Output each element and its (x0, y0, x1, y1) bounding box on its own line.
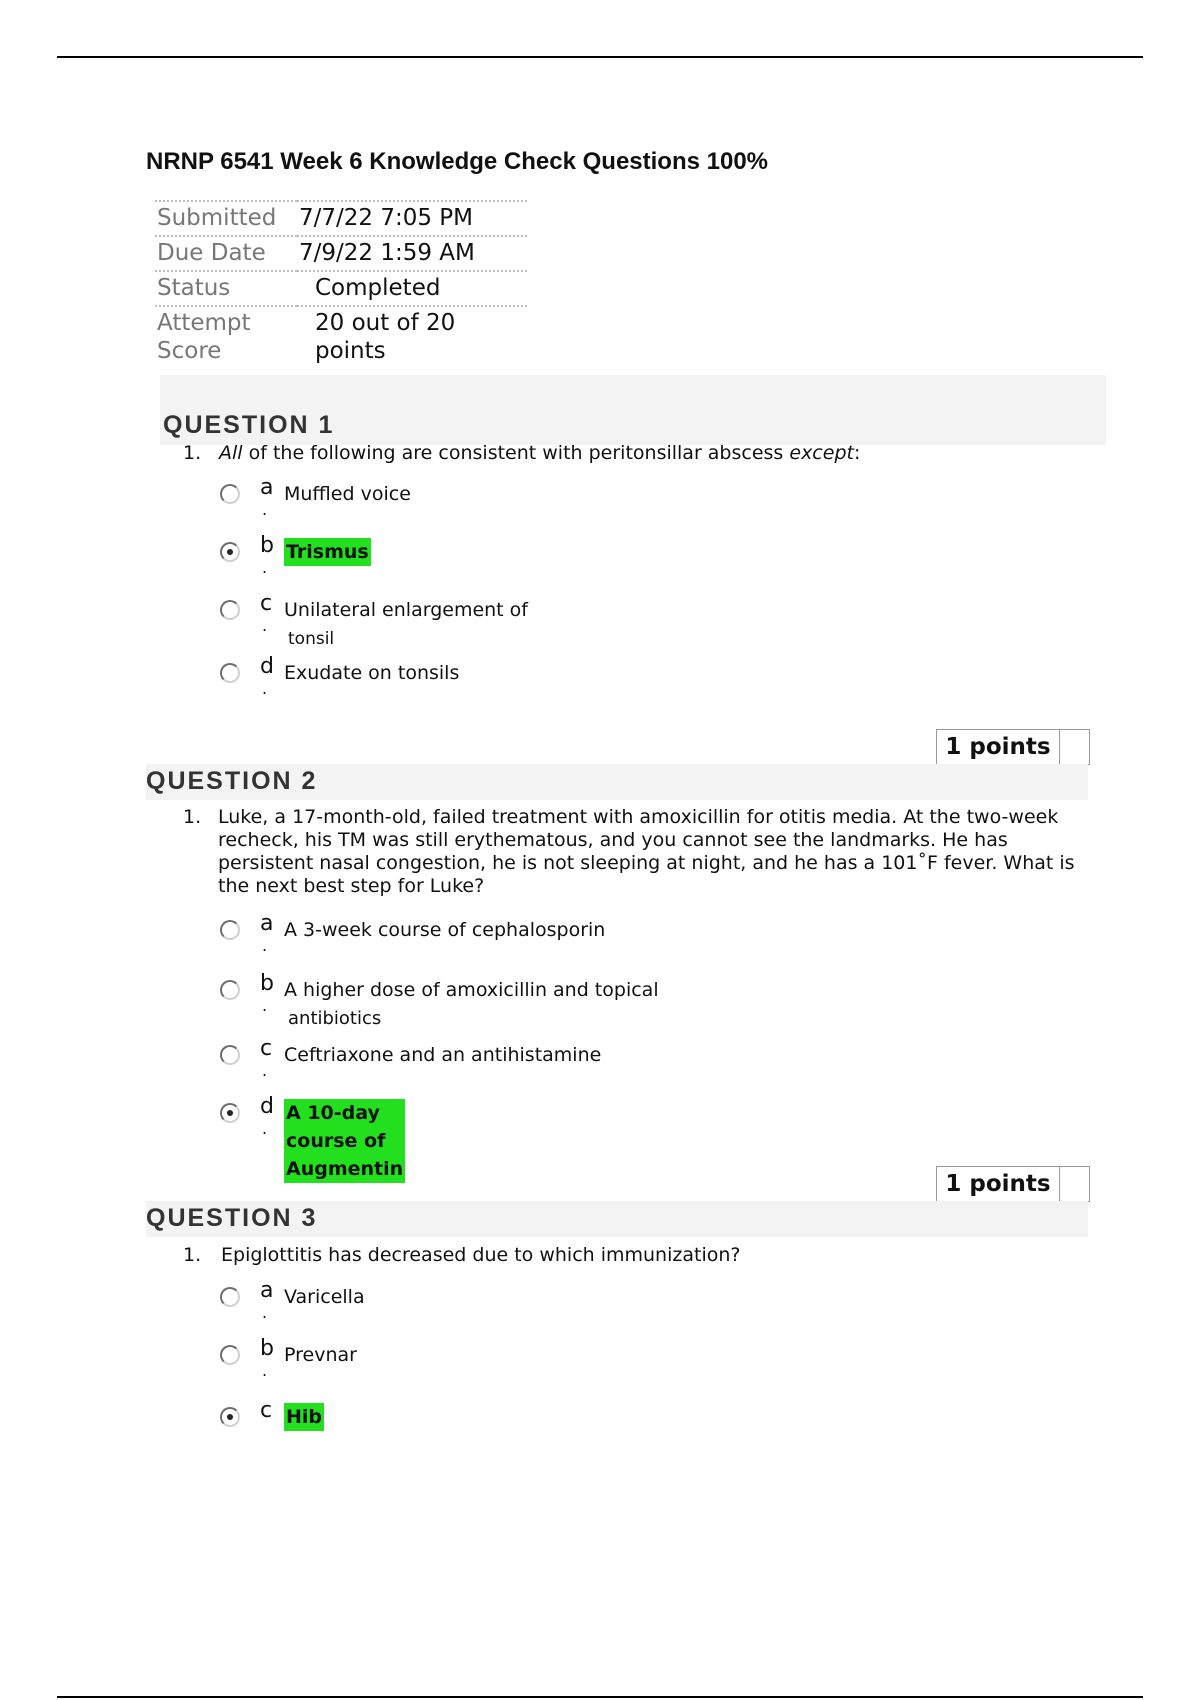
option-text (284, 596, 714, 653)
option-text-line2: antibiotics (288, 1008, 382, 1029)
option-text: Muffled voice (284, 483, 411, 505)
option-letter: c (260, 591, 273, 616)
option-dot: . (262, 500, 268, 519)
option-letter: c (260, 1398, 273, 1423)
option-text-correct-answer: Hib (284, 1403, 324, 1431)
option-text (284, 976, 714, 1033)
option-dot: . (262, 679, 268, 698)
option-text-line1: A higher dose of amoxicillin and topical (284, 979, 659, 1001)
question-1-body-text: of the following are consistent with peritonsillar abscess (242, 442, 790, 464)
option-text: Prevnar (284, 1344, 357, 1366)
radio-button-icon[interactable] (220, 663, 240, 683)
top-rule (57, 56, 1143, 58)
attempt-score-value-line2: points (315, 338, 386, 364)
attempt-score-value (297, 306, 527, 368)
radio-button-icon[interactable] (220, 1045, 240, 1065)
question-1-heading: QUESTION 1 (163, 411, 335, 439)
option-text-correct-answer: Trismus (284, 538, 371, 566)
option-letter: b (260, 971, 274, 996)
option-dot: . (262, 558, 268, 577)
question-2-points-box (936, 1166, 1090, 1202)
question-2-text (183, 806, 1083, 898)
radio-button-icon[interactable] (220, 980, 240, 1000)
attempt-score-value-line1: 20 out of 20 (315, 310, 456, 336)
option-letter: a (260, 911, 274, 936)
option-text: Varicella (284, 1286, 365, 1308)
option-dot: . (262, 1061, 268, 1080)
radio-button-icon[interactable] (220, 484, 240, 504)
option-dot: . (262, 1303, 268, 1322)
radio-button-icon[interactable] (220, 600, 240, 620)
radio-button-icon[interactable] (220, 1287, 240, 1307)
question-2-heading: QUESTION 2 (146, 767, 318, 795)
radio-button-icon[interactable] (220, 1345, 240, 1365)
question-3-body: Epiglottitis has decreased due to which immunization? (221, 1244, 741, 1266)
option-letter: a (260, 1278, 274, 1303)
points-label: 1 points (937, 1167, 1060, 1201)
option-text-correct-answer: A 10-day course of Augmentin (284, 1099, 405, 1183)
submitted-value: 7/7/22 7:05 PM (299, 205, 474, 231)
attempt-score-label-line1: Attempt (157, 310, 251, 336)
option-dot: . (262, 1361, 268, 1380)
option-letter: a (260, 475, 274, 500)
question-1-points-box (936, 729, 1090, 765)
question-1-emphasis-all: All (219, 442, 243, 464)
radio-button-icon[interactable] (220, 920, 240, 940)
option-letter: b (260, 533, 274, 558)
question-1-colon: : (853, 442, 861, 464)
option-letter: b (260, 1336, 274, 1361)
option-text: Ceftriaxone and an antihistamine (284, 1044, 602, 1066)
option-letter: d (260, 1094, 274, 1119)
option-letter: d (260, 654, 274, 679)
submitted-label: Submitted (157, 205, 277, 231)
option-dot: . (262, 1119, 268, 1138)
question-3-heading: QUESTION 3 (146, 1204, 318, 1232)
status-value: Completed (315, 275, 441, 301)
bottom-rule (57, 1696, 1143, 1698)
status-row (155, 271, 527, 306)
option-dot: . (262, 936, 268, 955)
question-1-body (183, 442, 1043, 465)
option-text: Exudate on tonsils (284, 662, 460, 684)
document-title: NRNP 6541 Week 6 Knowledge Check Questions 100% (146, 148, 769, 175)
option-letter: c (260, 1036, 273, 1061)
question-1-emphasis-except: except (789, 442, 854, 464)
submitted-row (155, 201, 527, 236)
points-label: 1 points (937, 730, 1060, 764)
due-date-value: 7/9/22 1:59 AM (299, 240, 475, 266)
radio-button-selected-icon[interactable] (220, 1103, 240, 1123)
attempt-score-label-line2: Score (157, 338, 222, 364)
submission-details (155, 200, 527, 368)
due-date-label: Due Date (157, 240, 266, 266)
question-1-number: 1. (183, 442, 202, 464)
attempt-score-row (155, 306, 527, 368)
question-2-number: 1. (183, 806, 202, 828)
option-dot: . (262, 616, 268, 635)
option-dot: . (262, 996, 268, 1015)
question-1-text (183, 442, 1043, 465)
radio-button-selected-icon[interactable] (220, 1407, 240, 1427)
option-text-line1: Unilateral enlargement of (284, 599, 528, 621)
option-text: A 3-week course of cephalosporin (284, 919, 606, 941)
status-label: Status (157, 275, 231, 301)
due-date-row (155, 236, 527, 271)
option-text-line2: tonsil (288, 629, 335, 649)
question-3-number: 1. (183, 1244, 202, 1266)
question-3-text (183, 1244, 1043, 1267)
radio-button-selected-icon[interactable] (220, 542, 240, 562)
question-2-body: Luke, a 17-month-old, failed treatment with amoxicillin for otitis media. At the two-week recheck, his TM was still erythematous, and you cannot see the landmarks. He has persistent nasal congestion, he is not sleeping at night, and he has a 101˚F fever. What is the next best step for Luke? (218, 806, 1075, 897)
attempt-score-label (155, 306, 297, 368)
